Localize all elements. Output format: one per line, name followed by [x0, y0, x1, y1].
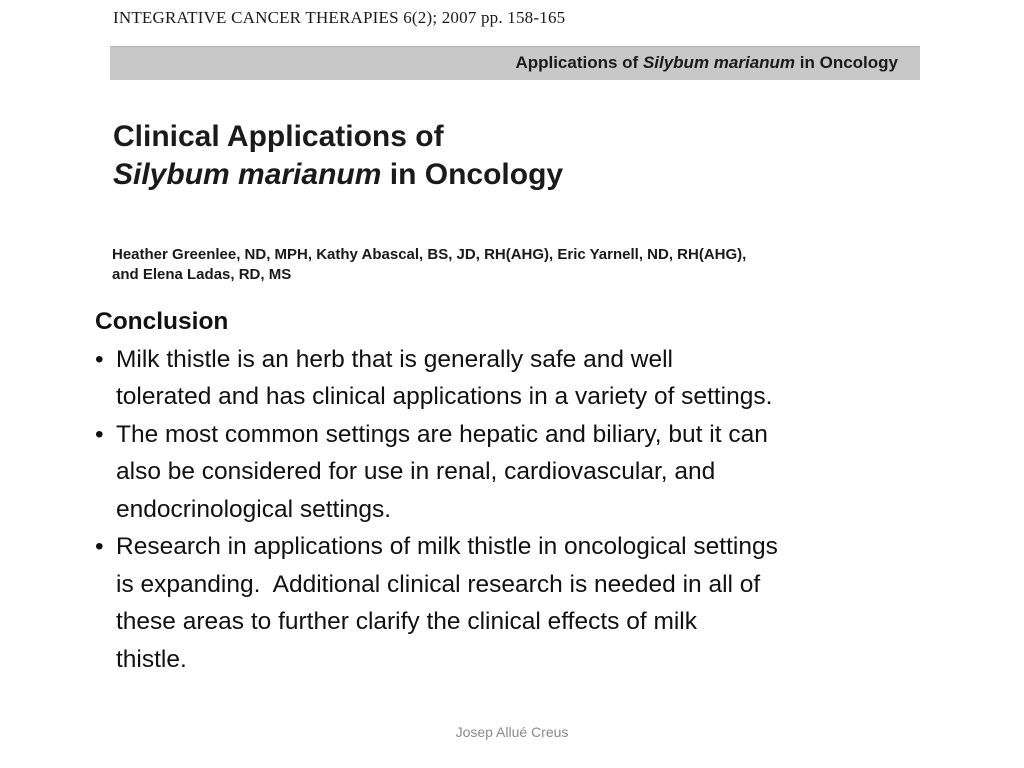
conclusion-bullet-3 — [95, 528, 955, 678]
conclusion-bullet-1 — [95, 341, 955, 416]
bullet-line: is expanding. Additional clinical research is needed in all of — [116, 570, 761, 598]
running-head-italic: Silybum marianum — [642, 53, 796, 72]
running-head-bar — [110, 46, 920, 80]
running-head-suffix: in Oncology — [795, 53, 898, 72]
paper-title-line-1: Clinical Applications of — [113, 120, 444, 153]
paper-title — [113, 118, 563, 194]
conclusion-heading: Conclusion — [95, 308, 229, 335]
journal-citation: INTEGRATIVE CANCER THERAPIES 6(2); 2007 pp. 158-165 — [113, 8, 566, 27]
bullet-line: these areas to further clarify the clinical effects of milk — [116, 608, 697, 635]
bullet-line: endocrinological settings. — [116, 495, 392, 523]
conclusion-bullet-list — [95, 341, 955, 679]
slide-footer-author: Josep Allué Creus — [455, 724, 569, 740]
conclusion-bullet-2 — [95, 416, 955, 529]
bullet-icon: • — [95, 533, 104, 560]
paper-title-rest: in Oncology — [381, 158, 564, 191]
author-list — [112, 245, 746, 285]
bullet-icon: • — [95, 345, 104, 373]
bullet-line: The most common settings are hepatic and biliary, but it can — [116, 420, 768, 448]
bullet-line: also be considered for use in renal, cardiovascular, and — [116, 458, 716, 485]
bullet-line: thistle. — [116, 645, 187, 673]
bullet-icon: • — [95, 420, 104, 448]
running-head-text — [515, 53, 898, 73]
conclusion-section — [95, 303, 955, 678]
author-line-1: Heather Greenlee, ND, MPH, Kathy Abascal, BS, JD, RH(AHG), Eric Yarnell, ND, RH(AHG), — [112, 246, 747, 263]
running-head-prefix: Applications of — [515, 53, 643, 72]
bullet-line: tolerated and has clinical applications in a variety of settings. — [116, 383, 773, 410]
bullet-line: Research in applications of milk thistle in oncological settings — [116, 533, 778, 560]
paper-title-species: Silybum marianum — [113, 158, 382, 191]
bullet-line: Milk thistle is an herb that is generally safe and well — [116, 345, 673, 373]
paper-title-line-2 — [113, 156, 563, 194]
author-line-2: and Elena Ladas, RD, MS — [112, 266, 292, 283]
